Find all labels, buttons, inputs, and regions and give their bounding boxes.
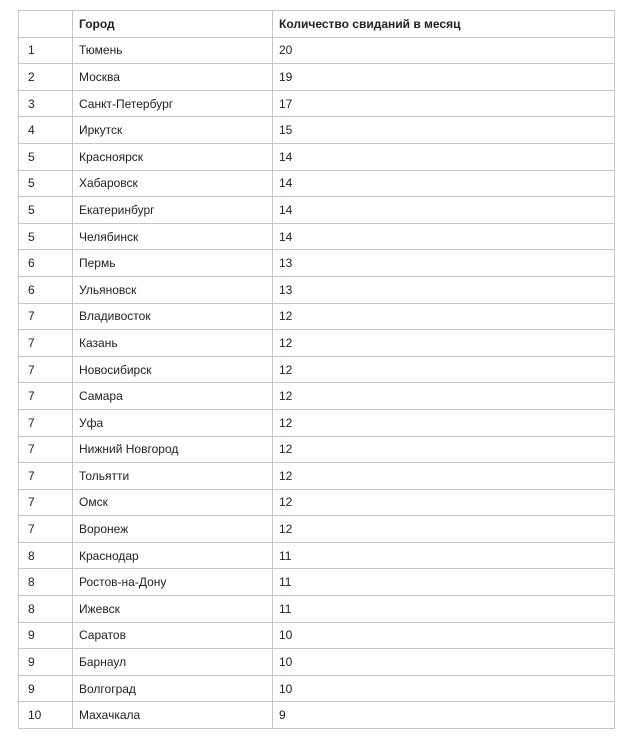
cell-rank: 7: [19, 436, 73, 463]
cell-rank: 5: [19, 143, 73, 170]
cell-dates: 12: [273, 436, 615, 463]
city-dates-table: [18, 10, 615, 729]
cell-rank: 10: [19, 702, 73, 729]
cell-city: Москва: [73, 64, 273, 91]
cell-city: Красноярск: [73, 143, 273, 170]
cell-city: Краснодар: [73, 542, 273, 569]
table-row: [19, 516, 615, 543]
cell-city: Санкт-Петербург: [73, 90, 273, 117]
cell-rank: 2: [19, 64, 73, 91]
cell-rank: 7: [19, 303, 73, 330]
table-row: [19, 436, 615, 463]
cell-dates: 12: [273, 409, 615, 436]
cell-city: Волгоград: [73, 675, 273, 702]
cell-dates: 17: [273, 90, 615, 117]
table-row: [19, 463, 615, 490]
cell-city: Нижний Новгород: [73, 436, 273, 463]
table-row: [19, 197, 615, 224]
cell-rank: 1: [19, 37, 73, 64]
table-row: [19, 117, 615, 144]
cell-city: Иркутск: [73, 117, 273, 144]
cell-dates: 13: [273, 250, 615, 277]
cell-dates: 10: [273, 649, 615, 676]
table-row: [19, 702, 615, 729]
table-row: [19, 675, 615, 702]
cell-rank: 7: [19, 330, 73, 357]
table-row: [19, 489, 615, 516]
header-city: Город: [73, 11, 273, 38]
table-row: [19, 223, 615, 250]
cell-dates: 14: [273, 143, 615, 170]
cell-rank: 8: [19, 596, 73, 623]
cell-city: Екатеринбург: [73, 197, 273, 224]
cell-rank: 9: [19, 649, 73, 676]
cell-rank: 7: [19, 489, 73, 516]
cell-city: Пермь: [73, 250, 273, 277]
cell-city: Казань: [73, 330, 273, 357]
cell-dates: 11: [273, 596, 615, 623]
cell-rank: 5: [19, 223, 73, 250]
table-row: [19, 622, 615, 649]
cell-rank: 7: [19, 516, 73, 543]
cell-city: Тюмень: [73, 37, 273, 64]
header-rank: [19, 11, 73, 38]
table-row: [19, 276, 615, 303]
cell-rank: 6: [19, 276, 73, 303]
table-row: [19, 542, 615, 569]
cell-dates: 12: [273, 383, 615, 410]
table-row: [19, 569, 615, 596]
cell-dates: 12: [273, 516, 615, 543]
table-row: [19, 170, 615, 197]
cell-rank: 7: [19, 356, 73, 383]
cell-rank: 8: [19, 542, 73, 569]
cell-city: Самара: [73, 383, 273, 410]
header-dates: Количество свиданий в месяц: [273, 11, 615, 38]
cell-city: Барнаул: [73, 649, 273, 676]
table-row: [19, 356, 615, 383]
table-header: [19, 11, 615, 38]
cell-rank: 6: [19, 250, 73, 277]
cell-dates: 14: [273, 197, 615, 224]
cell-city: Уфа: [73, 409, 273, 436]
table-row: [19, 303, 615, 330]
cell-city: Воронеж: [73, 516, 273, 543]
table-row: [19, 330, 615, 357]
cell-rank: 4: [19, 117, 73, 144]
cell-dates: 15: [273, 117, 615, 144]
cell-rank: 8: [19, 569, 73, 596]
table-row: [19, 649, 615, 676]
cell-rank: 3: [19, 90, 73, 117]
table-row: [19, 143, 615, 170]
cell-dates: 12: [273, 330, 615, 357]
cell-dates: 11: [273, 569, 615, 596]
cell-rank: 9: [19, 622, 73, 649]
cell-dates: 19: [273, 64, 615, 91]
table-row: [19, 383, 615, 410]
cell-dates: 10: [273, 622, 615, 649]
cell-city: Челябинск: [73, 223, 273, 250]
cell-city: Ульяновск: [73, 276, 273, 303]
table-row: [19, 90, 615, 117]
cell-rank: 7: [19, 383, 73, 410]
cell-dates: 12: [273, 463, 615, 490]
cell-city: Ижевск: [73, 596, 273, 623]
cell-dates: 9: [273, 702, 615, 729]
cell-dates: 14: [273, 170, 615, 197]
cell-dates: 10: [273, 675, 615, 702]
cell-rank: 7: [19, 409, 73, 436]
cell-dates: 14: [273, 223, 615, 250]
table-row: [19, 64, 615, 91]
table-body: [19, 37, 615, 728]
cell-dates: 12: [273, 303, 615, 330]
table-row: [19, 596, 615, 623]
cell-dates: 12: [273, 489, 615, 516]
cell-city: Саратов: [73, 622, 273, 649]
cell-rank: 9: [19, 675, 73, 702]
table-row: [19, 37, 615, 64]
cell-rank: 5: [19, 197, 73, 224]
header-row: [19, 11, 615, 38]
table-row: [19, 409, 615, 436]
cell-city: Новосибирск: [73, 356, 273, 383]
cell-city: Ростов-на-Дону: [73, 569, 273, 596]
cell-dates: 13: [273, 276, 615, 303]
cell-city: Махачкала: [73, 702, 273, 729]
cell-city: Владивосток: [73, 303, 273, 330]
table-row: [19, 250, 615, 277]
cell-dates: 20: [273, 37, 615, 64]
cell-rank: 5: [19, 170, 73, 197]
cell-rank: 7: [19, 463, 73, 490]
cell-city: Омск: [73, 489, 273, 516]
cell-city: Хабаровск: [73, 170, 273, 197]
cell-dates: 11: [273, 542, 615, 569]
cell-dates: 12: [273, 356, 615, 383]
cell-city: Тольятти: [73, 463, 273, 490]
